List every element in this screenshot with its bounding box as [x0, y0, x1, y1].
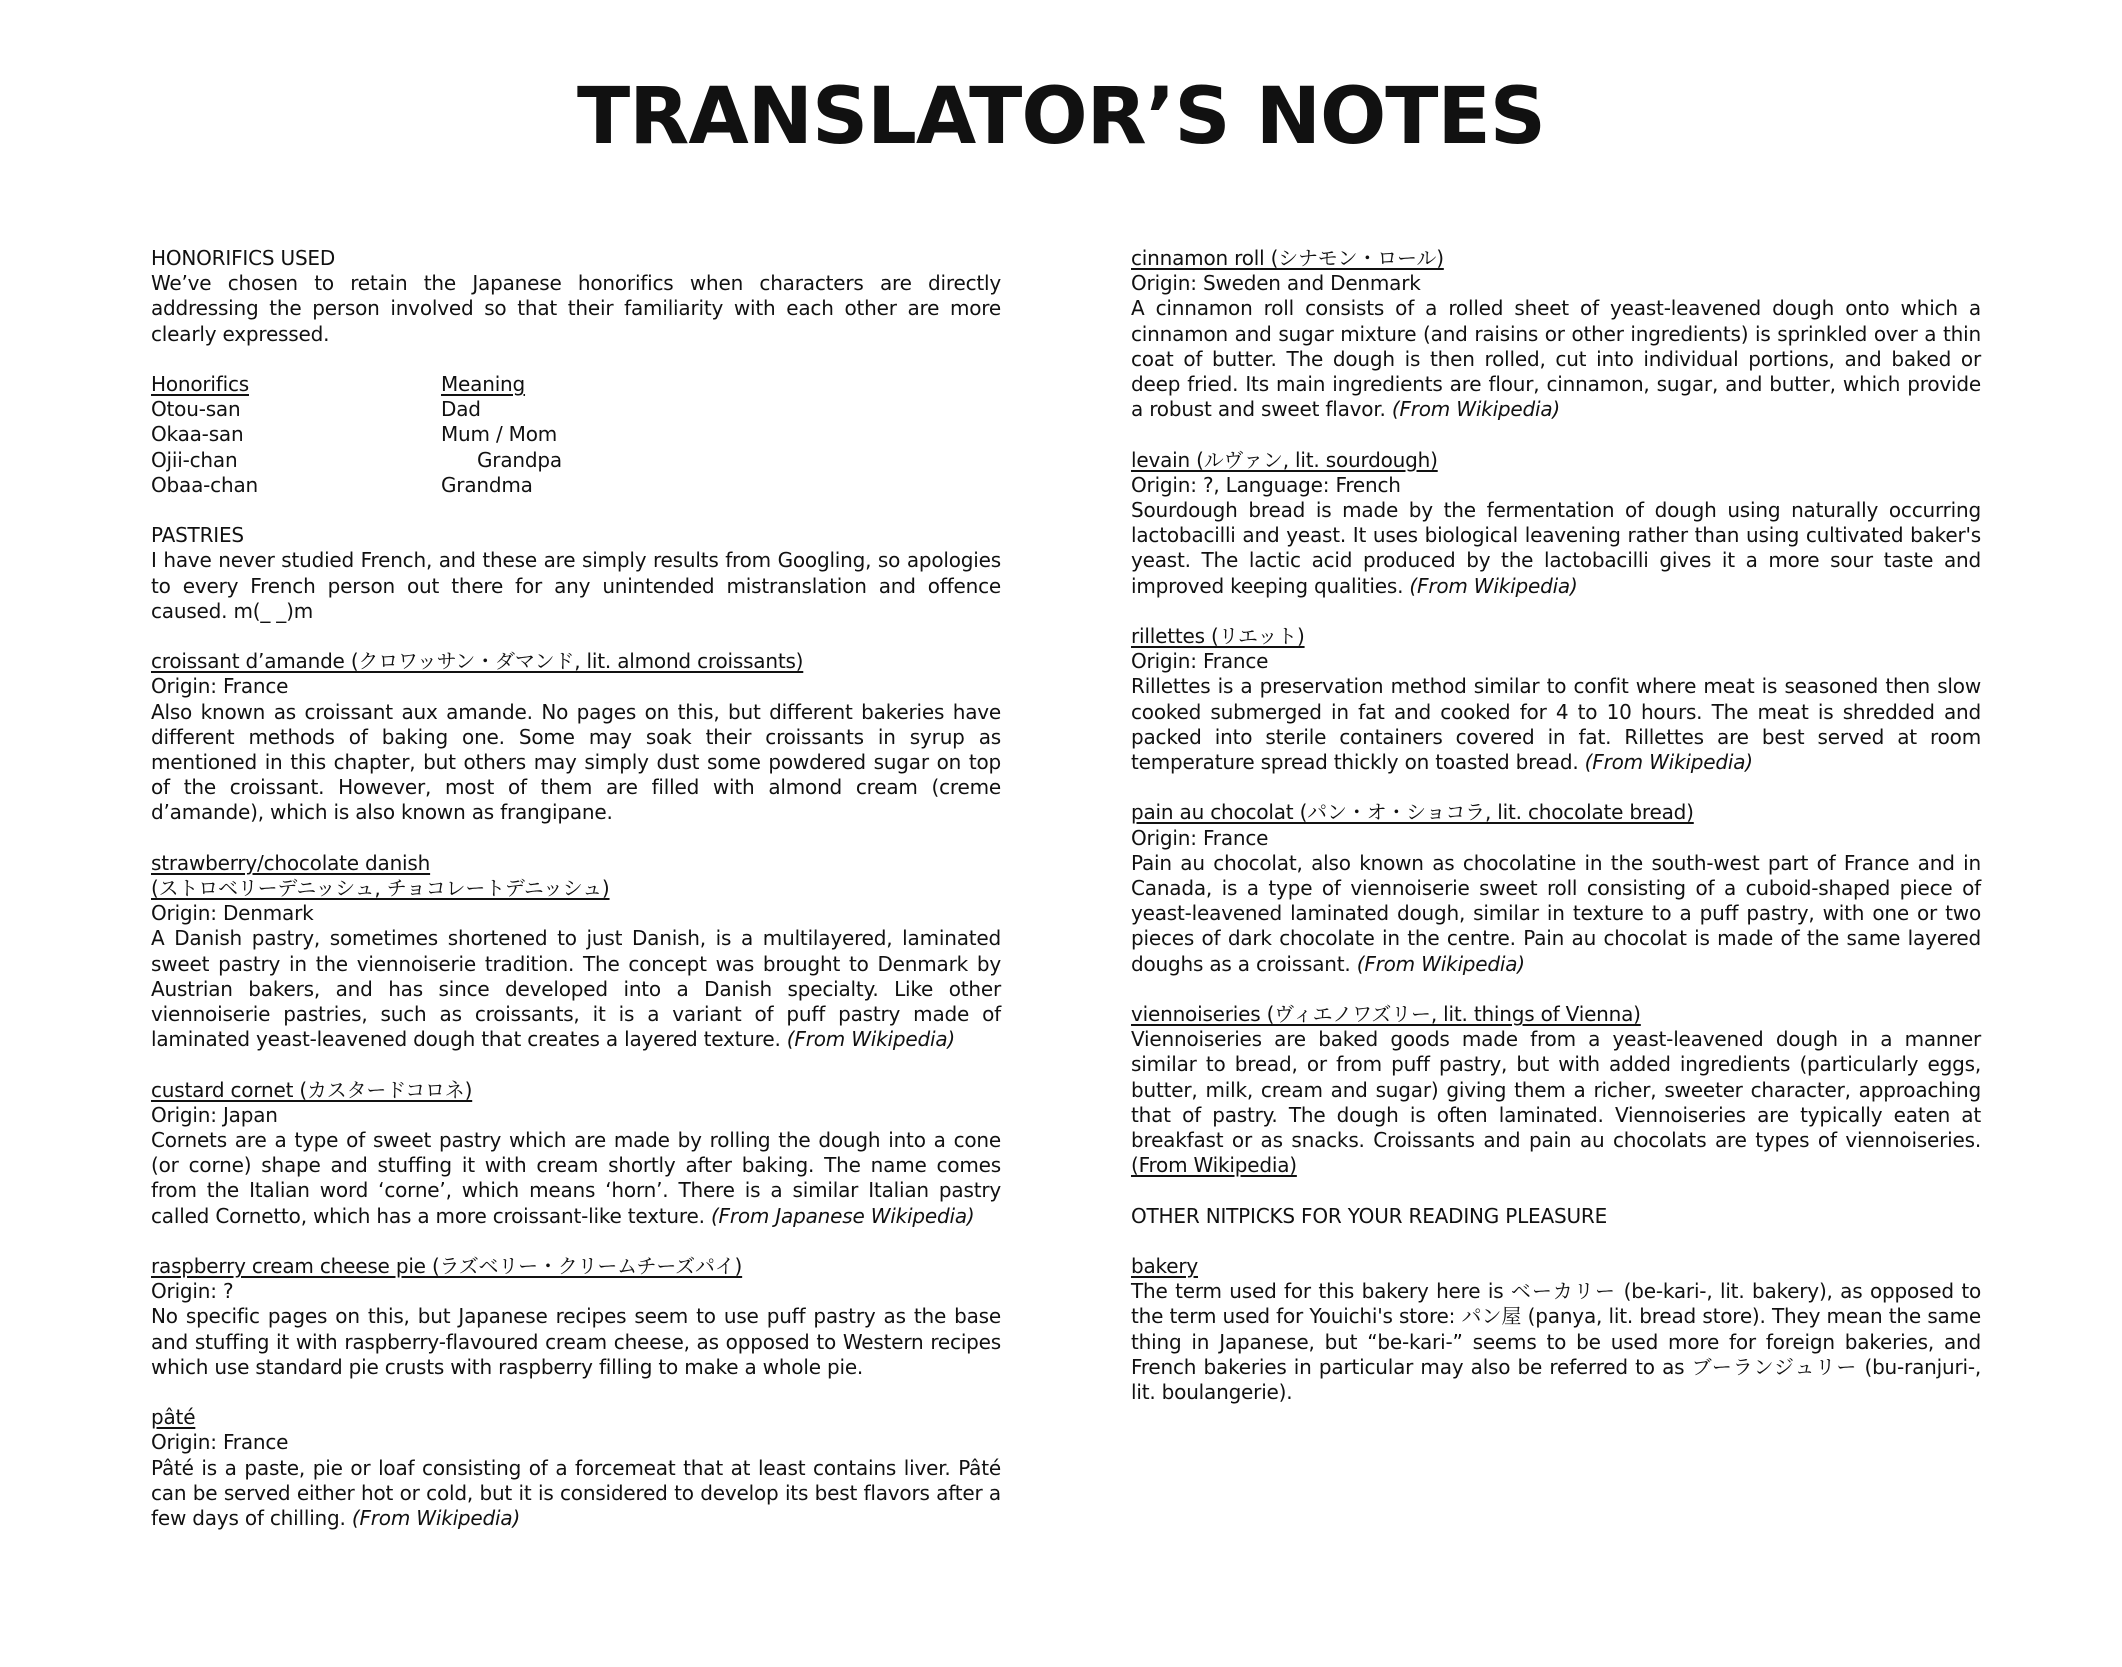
entry-origin: Origin: ?, Language: French	[1131, 472, 1401, 497]
entry-heading: custard cornet (カスタードコロネ)	[151, 1077, 473, 1102]
citation: (From Wikipedia)	[1391, 397, 1561, 422]
honorific-term: Otou-san	[151, 397, 241, 422]
entry-origin: Origin: ?	[151, 1279, 234, 1304]
entry-heading: croissant d’amande (クロワッサン・ダマンド, lit. almond croissants)	[151, 649, 804, 674]
honorifics-section	[151, 246, 1001, 347]
pastries-section	[151, 523, 1001, 624]
entry-body: Also known as croissant aux amande. No pages on this, but different bakeries have different methods of baking one. Some may soak their croissants in syrup as mentioned in this chapter, but others may simply dust some powdered sugar on top of the croissant. However, most of them are filled with almond cream (creme d’amande), which is also known as frangipane.	[151, 699, 1001, 825]
entry-body: Sourdough bread is made by the fermentation of dough using naturally occurring lactobacilli and yeast. It uses biological leavening rather than using cultivated baker's yeast. The lactic acid produced by the lactobacilli gives it a more sour taste and improved keeping qualities. (From Wikipedia)	[1131, 498, 1981, 598]
entry-body: Viennoiseries are baked goods made from a yeast-leavened dough in a manner similar to bread, or from puff pastry, but with added ingredients (particularly eggs, butter, milk, cream and sugar) giving them a richer, sweeter character, approaching that of pastry. The dough is often laminated. Viennoiseries are typically eaten at breakfast or as snacks. Croissants and pain au chocolats are types of viennoiseries. (From Wikipedia)	[1131, 1027, 1981, 1178]
entry-body: Rillettes is a preservation method similar to confit where meat is seasoned then slow cooked submerged in fat and cooked for 4 to 10 hours. The meat is shredded and packed into sterile containers covered in fat. Rillettes are best served at room temperature spread thickly on toasted bread. (From Wikipedia)	[1131, 674, 1981, 775]
entry-heading-japanese: (ストロベリーデニッシュ, チョコレートデニッシュ)	[151, 876, 610, 901]
honorific-term: Okaa-san	[151, 422, 244, 447]
citation: (From Wikipedia)	[786, 1027, 955, 1052]
entry-levain	[1131, 448, 1981, 599]
honorifics-intro: We’ve chosen to retain the Japanese honorifics when characters are directly addressing the person involved so that their familiarity with each other are more clearly expressed.	[151, 271, 1001, 346]
nitpicks-heading: OTHER NITPICKS FOR YOUR READING PLEASURE	[1131, 1203, 1608, 1228]
entry-heading: pâté	[151, 1405, 196, 1430]
entry-cinnamon-roll	[1131, 246, 1981, 422]
entry-heading: viennoiseries (ヴィエノワズリー, lit. things of Vienna)	[1131, 1002, 1641, 1027]
citation: (From Wikipedia)	[1584, 750, 1753, 775]
entry-rillettes	[1131, 624, 1981, 775]
right-column	[1131, 246, 1981, 1430]
pastries-intro: I have never studied French, and these are simply results from Googling, so apologies to every French person out there for any unintended mistranslation and offence caused. m(_ _)m	[151, 548, 1001, 623]
citation: (From Japanese Wikipedia)	[710, 1203, 975, 1228]
left-column	[151, 246, 1001, 1556]
entry-heading: strawberry/chocolate danish	[151, 850, 431, 875]
entry-heading: bakery	[1131, 1254, 1198, 1279]
honorific-meaning: Dad	[441, 397, 481, 422]
entry-body: A cinnamon roll consists of a rolled sheet of yeast-leavened dough onto which a cinnamon and sugar mixture (and raisins or other ingredients) is sprinkled over a thin coat of butter. The dough is then rolled, cut into individual portions, and baked or deep fried. Its main ingredients are flour, cinnamon, sugar, and butter, which provide a robust and sweet flavor. (From Wikipedia)	[1131, 296, 1981, 422]
entry-croissant-damande	[151, 649, 1001, 825]
entry-raspberry-pie	[151, 1254, 1001, 1380]
honorific-term: Obaa-chan	[151, 472, 258, 497]
entry-origin: Origin: France	[151, 1430, 289, 1455]
citation: (From Wikipedia)	[1356, 951, 1525, 976]
citation: (From Wikipedia)	[351, 1506, 521, 1531]
entry-body: The term used for this bakery here is ベーカリー (be-kari-, lit. bakery), as opposed to the term used for Youichi's store: パン屋 (panya, lit. bread store). They mean the same thing in Japanese, but “be-kari-” seems to be used more for foreign bakeries, and French bakeries in particular may also be referred to as ブーランジュリー (bu-ranjuri-, lit. boulangerie).	[1131, 1279, 1981, 1405]
entry-heading: levain (ルヴァン, lit. sourdough)	[1131, 447, 1438, 472]
entry-origin: Origin: France	[1131, 649, 1269, 674]
entry-body: Pâté is a paste, pie or loaf consisting of a forcemeat that at least contains liver. Pâté can be served either hot or cold, but it is considered to develop its best flavors after a few days of chilling. (From Wikipedia)	[151, 1455, 1001, 1531]
pastries-heading: PASTRIES	[151, 523, 244, 548]
entry-heading: cinnamon roll (シナモン・ロール)	[1131, 246, 1444, 270]
page-title: TRANSLATOR’S NOTES	[577, 72, 1545, 162]
honorific-meaning: Grandpa	[477, 447, 562, 472]
citation: (From Wikipedia)	[1409, 573, 1578, 598]
honorifics-table	[151, 372, 1001, 498]
entry-heading: raspberry cream cheese pie (ラズベリー・クリームチーズパイ)	[151, 1254, 743, 1279]
entry-origin: Origin: France	[151, 674, 289, 699]
entry-custard-cornet	[151, 1078, 1001, 1229]
entry-origin: Origin: Sweden and Denmark	[1131, 271, 1421, 296]
meaning-column-header: Meaning	[441, 372, 526, 396]
entry-origin: Origin: Japan	[151, 1102, 278, 1127]
entry-viennoiseries	[1131, 1002, 1981, 1178]
entry-origin: Origin: France	[1131, 825, 1269, 850]
nitpicks-section	[1131, 1204, 1981, 1229]
entry-body: Pain au chocolat, also known as chocolatine in the south-west part of France and in Canada, is a type of viennoiserie sweet roll consisting of a cuboid-shaped piece of yeast-leavened laminated dough, similar in texture to a puff pastry, with one or two pieces of dark chocolate in the centre. Pain au chocolat is made of the same layered doughs as a croissant. (From Wikipedia)	[1131, 850, 1981, 976]
honorific-meaning: Grandma	[441, 472, 533, 497]
entry-body: No specific pages on this, but Japanese recipes seem to use puff pastry as the base and stuffing it with raspberry-flavoured cream cheese, as opposed to Western recipes which use standard pie crusts with raspberry filling to make a whole pie.	[151, 1304, 1001, 1379]
entry-danish	[151, 851, 1001, 1053]
entry-heading: pain au chocolat (パン・オ・ショコラ, lit. chocolate bread)	[1131, 800, 1694, 825]
honorifics-column-header: Honorifics	[151, 372, 249, 396]
entry-heading: rillettes (リエット)	[1131, 624, 1305, 649]
entry-pain-au-chocolat	[1131, 800, 1981, 976]
honorifics-heading: HONORIFICS USED	[151, 246, 336, 270]
honorific-meaning: Mum / Mom	[441, 422, 558, 447]
entry-pate	[151, 1405, 1001, 1531]
honorific-term: Ojii-chan	[151, 447, 238, 472]
entry-bakery	[1131, 1254, 1981, 1405]
citation: (From Wikipedia)	[1131, 1153, 1297, 1178]
entry-body: Cornets are a type of sweet pastry which are made by rolling the dough into a cone (or corne) shape and stuffing it with cream shortly after baking. The name comes from the Italian word ‘corne’, which means ‘horn’. There is a similar Italian pastry called Cornetto, which has a more croissant-like texture. (From Japanese Wikipedia)	[151, 1128, 1001, 1228]
entry-body: A Danish pastry, sometimes shortened to just Danish, is a multilayered, laminated sweet pastry in the viennoiserie tradition. The concept was brought to Denmark by Austrian bakers, and has since developed into a Danish specialty. Like other viennoiserie pastries, such as croissants, it is a variant of puff pastry made of laminated yeast-leavened dough that creates a layered texture. (From Wikipedia)	[151, 926, 1001, 1052]
entry-origin: Origin: Denmark	[151, 901, 314, 926]
